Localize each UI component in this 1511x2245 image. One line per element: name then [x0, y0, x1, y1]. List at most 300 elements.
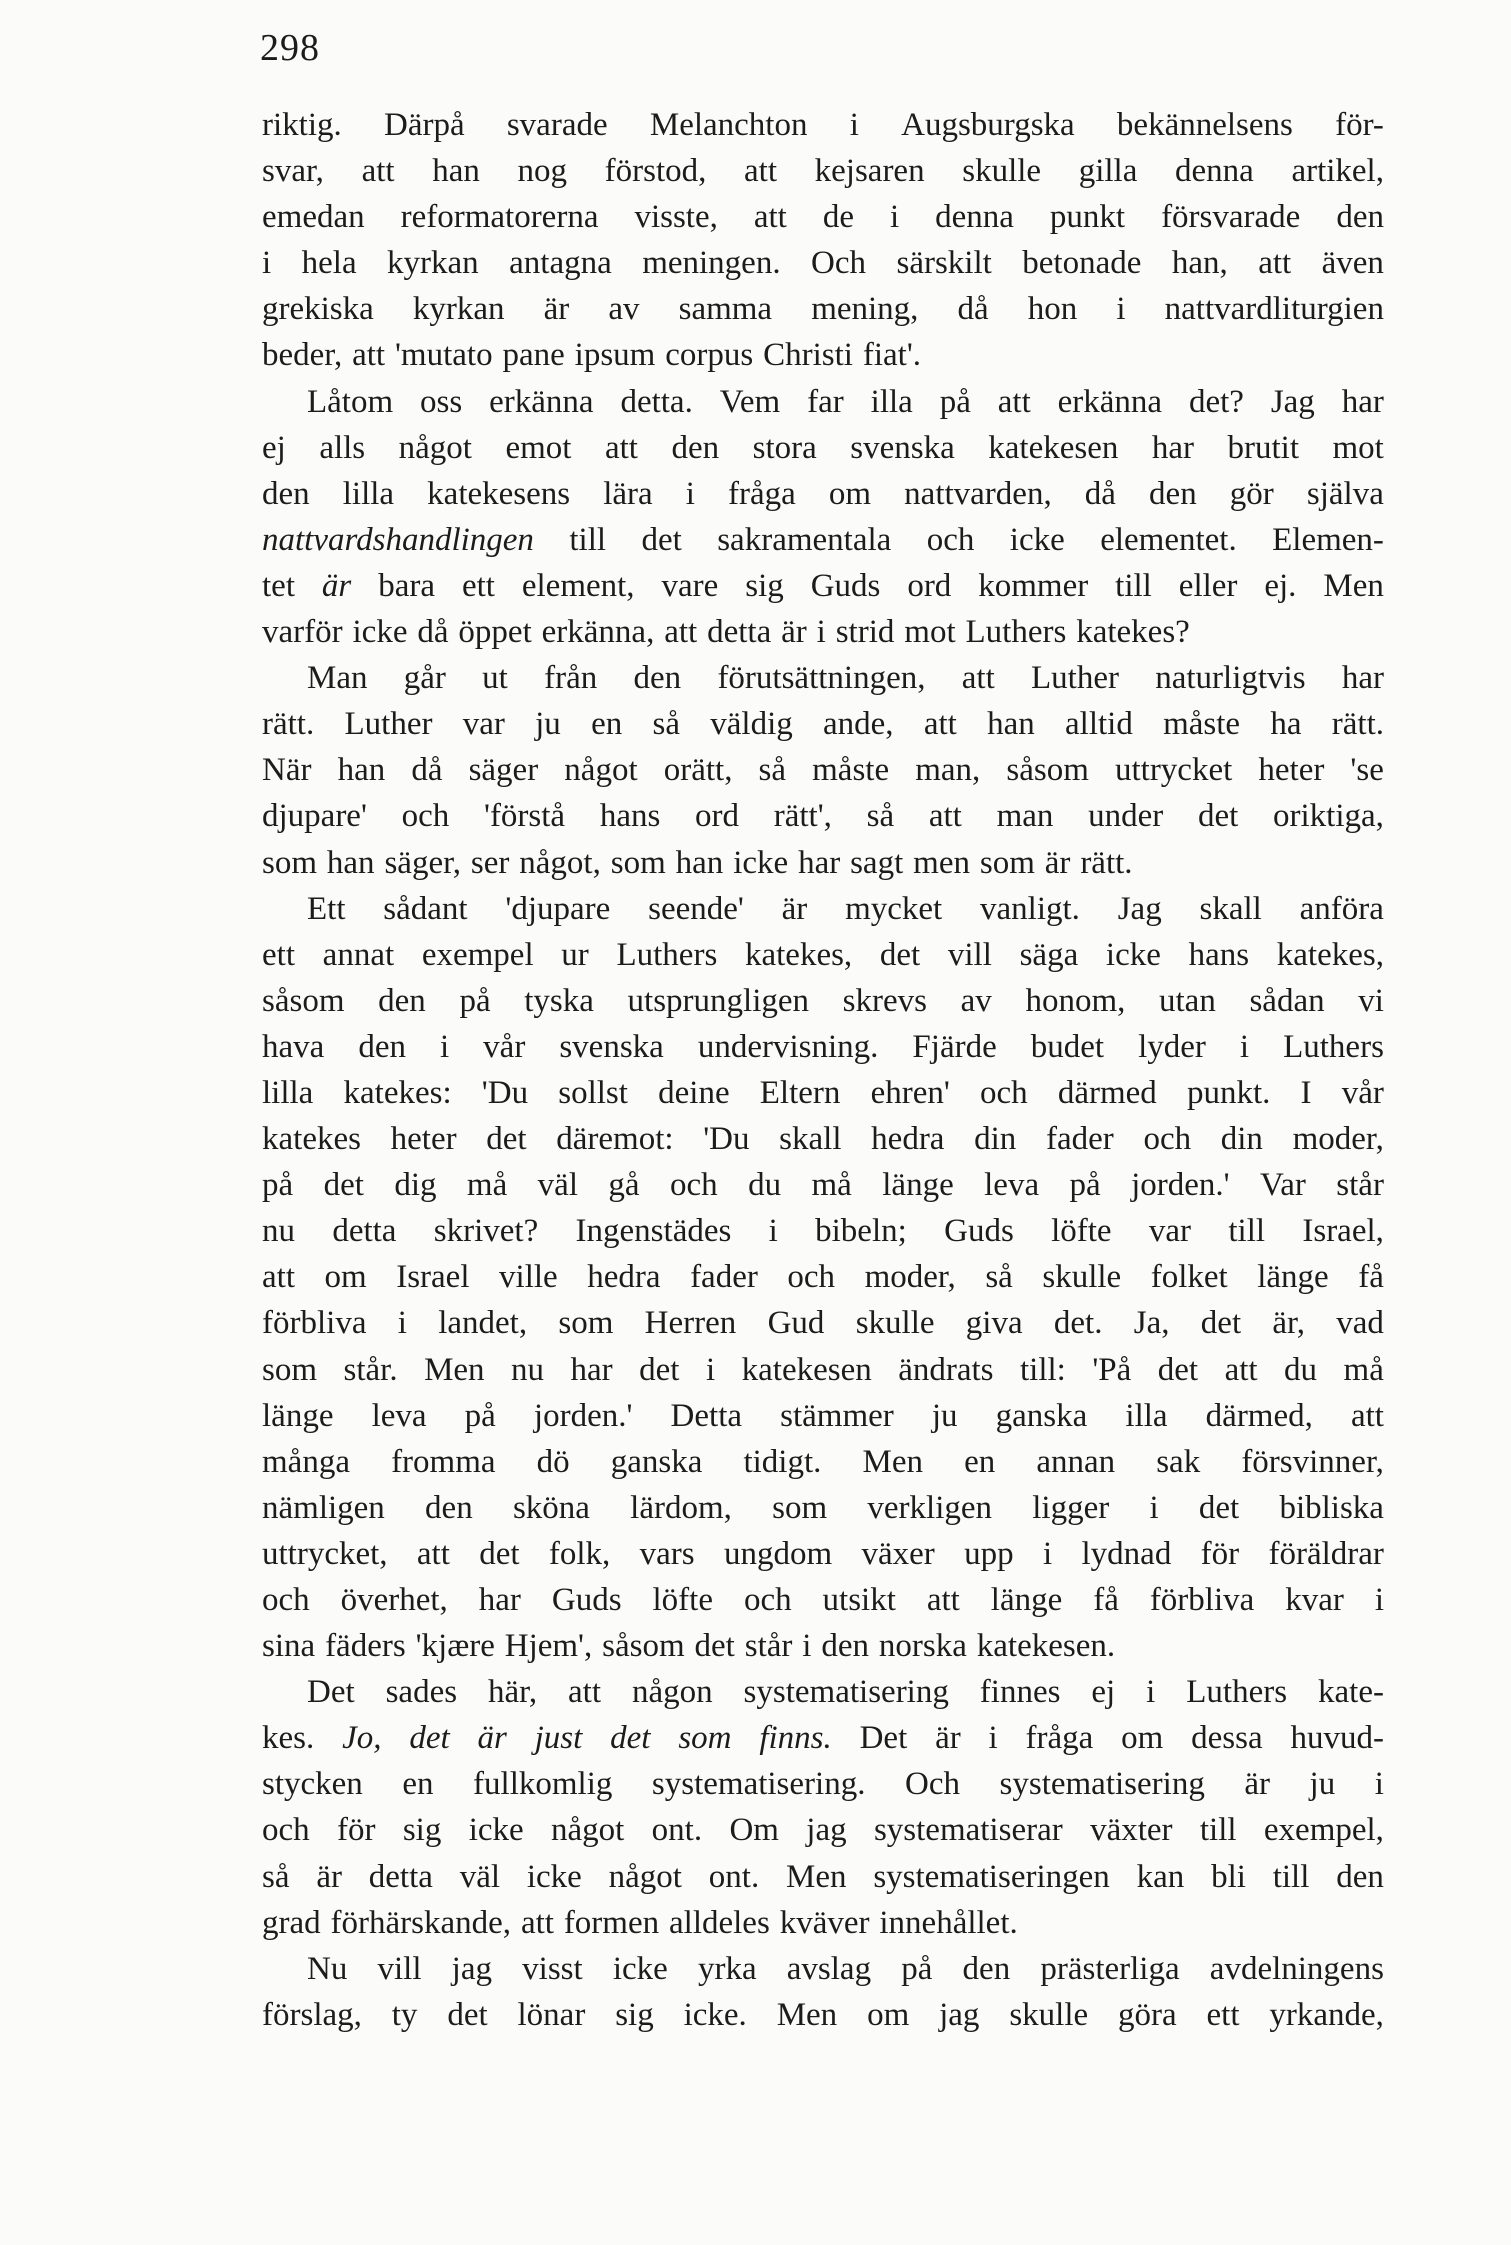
word: dessa — [1191, 1720, 1263, 1757]
word: lilla — [262, 1074, 314, 1111]
word: ligger — [1032, 1489, 1110, 1526]
word: folket — [1150, 1259, 1228, 1296]
word: gilla — [1078, 153, 1138, 190]
text-line — [262, 379, 1384, 425]
word: Man — [307, 660, 368, 697]
word: är — [1244, 1766, 1270, 1803]
word: du — [1284, 1351, 1318, 1388]
word: och — [262, 1582, 310, 1618]
word: och — [262, 1812, 310, 1849]
word: de — [822, 199, 854, 236]
word: skulle — [1042, 1259, 1122, 1296]
word: svenska — [559, 1028, 664, 1065]
word: står — [744, 1628, 793, 1665]
word: oriktiga, — [1273, 798, 1384, 835]
text-line — [262, 932, 1384, 978]
word: detta. — [620, 383, 693, 420]
word: jorden.' — [1131, 1167, 1230, 1204]
text-line — [262, 1577, 1384, 1623]
word: visst — [522, 1950, 583, 1987]
word: icke — [1105, 936, 1161, 973]
word: hans — [1188, 936, 1250, 973]
word: så — [652, 706, 680, 743]
word: lilla — [342, 475, 395, 512]
word: formen — [563, 1904, 660, 1941]
word: ipsum — [574, 337, 656, 374]
word: När — [262, 752, 312, 789]
word: finnes — [979, 1674, 1061, 1711]
word: vi — [1358, 982, 1384, 1019]
word: sig — [745, 567, 784, 604]
word: om — [867, 1996, 910, 2033]
word: något — [551, 1812, 625, 1849]
word: far — [807, 383, 844, 420]
word: avslag — [786, 1950, 872, 1987]
word: under — [1088, 798, 1164, 835]
word: att — [753, 199, 787, 236]
word: icke. — [683, 1996, 747, 2033]
word: förstod, — [604, 153, 707, 190]
word: sådan — [1249, 982, 1325, 1019]
word: ty — [391, 1996, 418, 2033]
word: är — [543, 291, 570, 328]
word: 'Du — [703, 1121, 750, 1158]
word: jag — [451, 1950, 492, 1987]
word: Guds — [810, 567, 881, 604]
word: att — [1224, 1351, 1258, 1388]
word: varför — [262, 614, 343, 651]
word: förbliva — [262, 1305, 367, 1342]
word: något — [564, 752, 638, 789]
word: leva — [984, 1167, 1040, 1204]
word: ord — [695, 798, 740, 835]
text-line — [262, 1024, 1384, 1070]
word: det — [1197, 798, 1239, 835]
word: han, — [1171, 245, 1228, 282]
word: exempel, — [1263, 1812, 1384, 1849]
word: 'förstå — [484, 798, 566, 835]
word: sköna — [512, 1489, 590, 1526]
word: alltid — [1065, 706, 1133, 743]
word: att — [604, 429, 638, 466]
word: mot — [1332, 429, 1384, 466]
text-line — [262, 1807, 1384, 1853]
word: denna — [935, 199, 1014, 236]
word: element, — [521, 567, 635, 604]
word: 'Du — [481, 1074, 529, 1111]
word: kyrkan — [387, 245, 479, 282]
word: göra — [1118, 1996, 1177, 2033]
text-line — [262, 886, 1384, 932]
word: han — [675, 844, 724, 881]
word: tidigt. — [743, 1443, 822, 1480]
word: på — [464, 1397, 496, 1434]
word: gör — [1229, 475, 1274, 512]
word: detta — [332, 1213, 397, 1250]
word: av — [960, 982, 992, 1019]
word: sollst — [558, 1074, 628, 1111]
text-line — [262, 240, 1384, 286]
word: i — [1374, 1582, 1384, 1618]
word: vare — [661, 567, 719, 604]
word: han — [337, 752, 386, 789]
word: står — [1336, 1167, 1384, 1204]
word: heter — [390, 1121, 457, 1158]
word: har — [570, 1351, 613, 1388]
word: i — [1149, 1489, 1159, 1526]
word: Men — [786, 1858, 847, 1895]
word: Därpå — [383, 107, 465, 143]
word: grekiska — [262, 291, 374, 328]
word: eller — [1178, 567, 1238, 604]
word: yrkande, — [1269, 1996, 1384, 2033]
word: ett — [461, 567, 495, 604]
word: såsom — [262, 982, 345, 1019]
word: är — [1044, 844, 1071, 881]
word: om — [324, 1259, 367, 1296]
word: katekesen — [741, 1351, 872, 1388]
word: antagna — [509, 245, 612, 282]
word: för — [337, 1812, 376, 1849]
word: på — [262, 1167, 294, 1204]
word: giva — [965, 1305, 1023, 1342]
word: att — [1350, 1397, 1384, 1434]
word: huvud- — [1290, 1720, 1384, 1757]
word: oss — [420, 383, 463, 420]
word: 'mutato — [394, 337, 493, 374]
word: länge — [1257, 1259, 1329, 1296]
italic-word: det — [409, 1720, 450, 1757]
word: katekes, — [744, 936, 853, 973]
word: katekes: — [343, 1074, 452, 1111]
word: exempel — [421, 936, 534, 973]
word: att — [926, 1582, 960, 1618]
word: mot — [904, 614, 956, 651]
word: men — [913, 844, 970, 881]
word: samma — [678, 291, 773, 328]
word: utsprungligen — [627, 982, 810, 1019]
word: han — [987, 706, 1035, 743]
word: ser — [470, 844, 510, 881]
word: det — [323, 1167, 364, 1204]
word: något — [398, 429, 472, 466]
word: Jag — [1117, 890, 1162, 927]
word: 'På — [1092, 1351, 1132, 1388]
word: 'djupare — [505, 890, 611, 927]
word: svar, — [262, 153, 324, 190]
word: stämmer — [780, 1397, 894, 1434]
word: nämligen — [262, 1489, 385, 1526]
word: förslag, — [262, 1996, 362, 2033]
text-line — [262, 1347, 1384, 1393]
word: rätt. — [1080, 844, 1133, 881]
word: Men — [862, 1443, 923, 1480]
word: vår — [1341, 1074, 1384, 1111]
text-line — [262, 609, 1384, 655]
word: kes. — [262, 1720, 315, 1757]
word: hans — [599, 798, 661, 835]
word: landet, — [438, 1305, 528, 1342]
word: som — [979, 844, 1035, 881]
text-line — [262, 194, 1384, 240]
text-line — [262, 425, 1384, 471]
word: kvar — [1285, 1582, 1344, 1618]
word: fader — [1045, 1121, 1114, 1158]
word: länge — [990, 1582, 1063, 1618]
word: Luthers — [616, 936, 718, 973]
word: Låtom — [307, 383, 394, 420]
text-line — [262, 1715, 1384, 1761]
word: till: — [1020, 1351, 1066, 1388]
word: sig — [615, 1996, 654, 2033]
word: svarade — [506, 107, 608, 143]
word: den — [1336, 1858, 1384, 1895]
word: måste — [1163, 706, 1241, 743]
word: mycket — [845, 890, 943, 927]
italic-word: är — [321, 567, 352, 604]
word: bli — [1211, 1858, 1246, 1895]
word: förbliva — [1149, 1582, 1255, 1618]
word: må — [811, 1167, 852, 1204]
word: något — [608, 1858, 682, 1895]
word: det — [447, 1996, 488, 2033]
word: då — [411, 752, 443, 789]
word: sak — [1156, 1443, 1201, 1480]
word: går — [403, 660, 446, 697]
word: ganska — [610, 1443, 703, 1480]
word: få — [1358, 1259, 1384, 1296]
word: Nu — [307, 1950, 348, 1987]
word: det — [1157, 1351, 1199, 1388]
text-line — [262, 1439, 1384, 1485]
word: den — [262, 475, 310, 512]
word: ont. — [708, 1858, 760, 1895]
word: Luthers — [965, 614, 1067, 651]
word: brutit — [1227, 429, 1299, 466]
word: emedan — [262, 199, 365, 236]
word: däremot: — [556, 1121, 674, 1158]
word: kan — [1136, 1858, 1185, 1895]
word: som — [772, 1489, 828, 1526]
word: ej. — [1264, 567, 1297, 604]
body-text — [262, 102, 1384, 2038]
word: folk, — [548, 1535, 611, 1572]
word: moder, — [864, 1259, 956, 1296]
word: må — [1343, 1351, 1384, 1388]
word: sig — [402, 1812, 442, 1849]
word: punkt. — [1186, 1074, 1271, 1111]
word: icke — [468, 1812, 524, 1849]
word: tet — [262, 567, 295, 604]
word: att — [997, 383, 1031, 420]
word: såsom — [602, 1628, 685, 1665]
word: dö — [536, 1443, 570, 1480]
word: fiat'. — [862, 337, 922, 374]
word: fullkomlig — [473, 1766, 613, 1803]
text-line — [262, 332, 1384, 378]
word: i — [889, 199, 900, 236]
word: att — [352, 337, 386, 374]
word: ha — [1270, 706, 1302, 743]
word: katekes — [262, 1121, 361, 1158]
word: Israel, — [1302, 1213, 1384, 1250]
word: att — [262, 1259, 295, 1296]
word: det? — [1188, 383, 1244, 420]
word: det — [694, 1628, 735, 1665]
word: Men — [424, 1351, 485, 1388]
word: sagt — [850, 844, 904, 881]
word: 'se — [1350, 752, 1384, 789]
word: den — [671, 429, 720, 466]
word: bara — [378, 567, 435, 604]
word: ju — [931, 1397, 958, 1434]
word: dig — [394, 1167, 437, 1204]
word: länge — [262, 1397, 334, 1434]
word: skulle — [1009, 1996, 1089, 2033]
word: Ingenstädes — [575, 1213, 732, 1250]
word: punkt — [1049, 199, 1126, 236]
word: ville — [499, 1259, 558, 1296]
text-line — [262, 1531, 1384, 1577]
word: väl — [537, 1167, 578, 1204]
word: icke — [733, 844, 789, 881]
word: att — [928, 798, 962, 835]
word: som — [262, 844, 318, 881]
word: har — [798, 844, 841, 881]
word: ett — [262, 936, 295, 973]
word: kate- — [1318, 1674, 1384, 1711]
word: erkänna — [1057, 383, 1163, 420]
word: Jag — [1270, 383, 1315, 420]
word: så — [758, 752, 787, 789]
word: emot — [505, 429, 572, 466]
text-line — [262, 1992, 1384, 2038]
text-line — [262, 1761, 1384, 1807]
text-line — [262, 840, 1384, 886]
word: artikel, — [1291, 153, 1384, 190]
word: ungdom — [723, 1535, 833, 1572]
word: den — [1149, 475, 1197, 512]
word: bibliska — [1279, 1489, 1384, 1526]
word: detta — [368, 1858, 433, 1895]
word: Detta — [670, 1397, 743, 1434]
word: I — [1300, 1074, 1312, 1111]
word: Guds — [944, 1213, 1014, 1250]
text-line — [262, 1669, 1384, 1715]
word: och — [787, 1259, 836, 1296]
word: Augsburgska — [901, 107, 1075, 143]
word: bibeln; — [815, 1213, 907, 1250]
word: fäders — [325, 1628, 406, 1665]
word: ett — [1206, 1996, 1240, 2033]
word: därmed — [1057, 1074, 1157, 1111]
word: icke — [612, 1950, 668, 1987]
text-line — [262, 1254, 1384, 1300]
word: katekesens — [427, 475, 571, 512]
word: pane — [502, 337, 565, 374]
word: som — [558, 1305, 614, 1342]
text-line — [262, 1900, 1384, 1946]
word: katekesen — [988, 429, 1119, 466]
word: honom, — [1025, 982, 1126, 1019]
word: norska — [878, 1628, 967, 1665]
word: icke — [1009, 521, 1065, 558]
word: alldeles — [669, 1904, 770, 1941]
word: den — [425, 1489, 473, 1526]
word: så — [262, 1858, 290, 1895]
word: själva — [1306, 475, 1384, 512]
word: något, — [519, 844, 601, 881]
word: att — [961, 660, 995, 697]
word: Men — [1323, 567, 1384, 604]
word: ändrats — [898, 1351, 994, 1388]
word: utsikt — [822, 1582, 896, 1618]
word: Om — [729, 1812, 779, 1849]
word: försvinner, — [1241, 1443, 1384, 1480]
text-line — [262, 1208, 1384, 1254]
word: katekes, — [1276, 936, 1384, 973]
word: annat — [322, 936, 395, 973]
word: vill — [947, 936, 992, 973]
word: till — [1272, 1858, 1310, 1895]
word: lära — [603, 475, 653, 512]
word: rätt', — [773, 798, 832, 835]
word: på — [1069, 1167, 1101, 1204]
word: i — [816, 614, 826, 651]
word: det — [486, 1121, 527, 1158]
word: som — [610, 844, 666, 881]
word: hela — [301, 245, 357, 282]
word: till — [1228, 1213, 1266, 1250]
word: orätt, — [663, 752, 733, 789]
word: Luthers — [1186, 1674, 1288, 1711]
text-line — [262, 517, 1384, 563]
word: rätt. — [1331, 706, 1384, 743]
word: någon — [631, 1674, 713, 1711]
word: säger, — [384, 844, 462, 881]
word: i — [1239, 1028, 1250, 1065]
word: Gud — [767, 1305, 825, 1342]
word: och — [401, 798, 450, 835]
word: nattvardliturgien — [1164, 291, 1384, 328]
text-line — [262, 563, 1384, 609]
word: det — [879, 936, 921, 973]
word: är — [781, 614, 807, 651]
word: detta — [707, 614, 772, 651]
word: som — [262, 1351, 318, 1388]
word: om — [1121, 1720, 1164, 1757]
word: skrevs — [842, 982, 927, 1019]
word: ord — [907, 567, 952, 604]
word: Luther — [344, 706, 433, 743]
word: Vem — [719, 383, 781, 420]
word: mening, — [811, 291, 919, 328]
word: skall — [1199, 890, 1262, 927]
word: gå — [608, 1167, 640, 1204]
word: en — [591, 706, 623, 743]
word: Det — [859, 1720, 908, 1757]
word: Ett — [307, 890, 346, 927]
word: skall — [779, 1121, 842, 1158]
word: alls — [319, 429, 366, 466]
word: till — [1199, 1812, 1237, 1849]
word: Hjem', — [504, 1628, 593, 1665]
word: strid — [835, 614, 895, 651]
word: Luthers — [1283, 1028, 1384, 1065]
word: man — [996, 798, 1054, 835]
word: ju — [1309, 1766, 1336, 1803]
word: ont. — [651, 1812, 703, 1849]
